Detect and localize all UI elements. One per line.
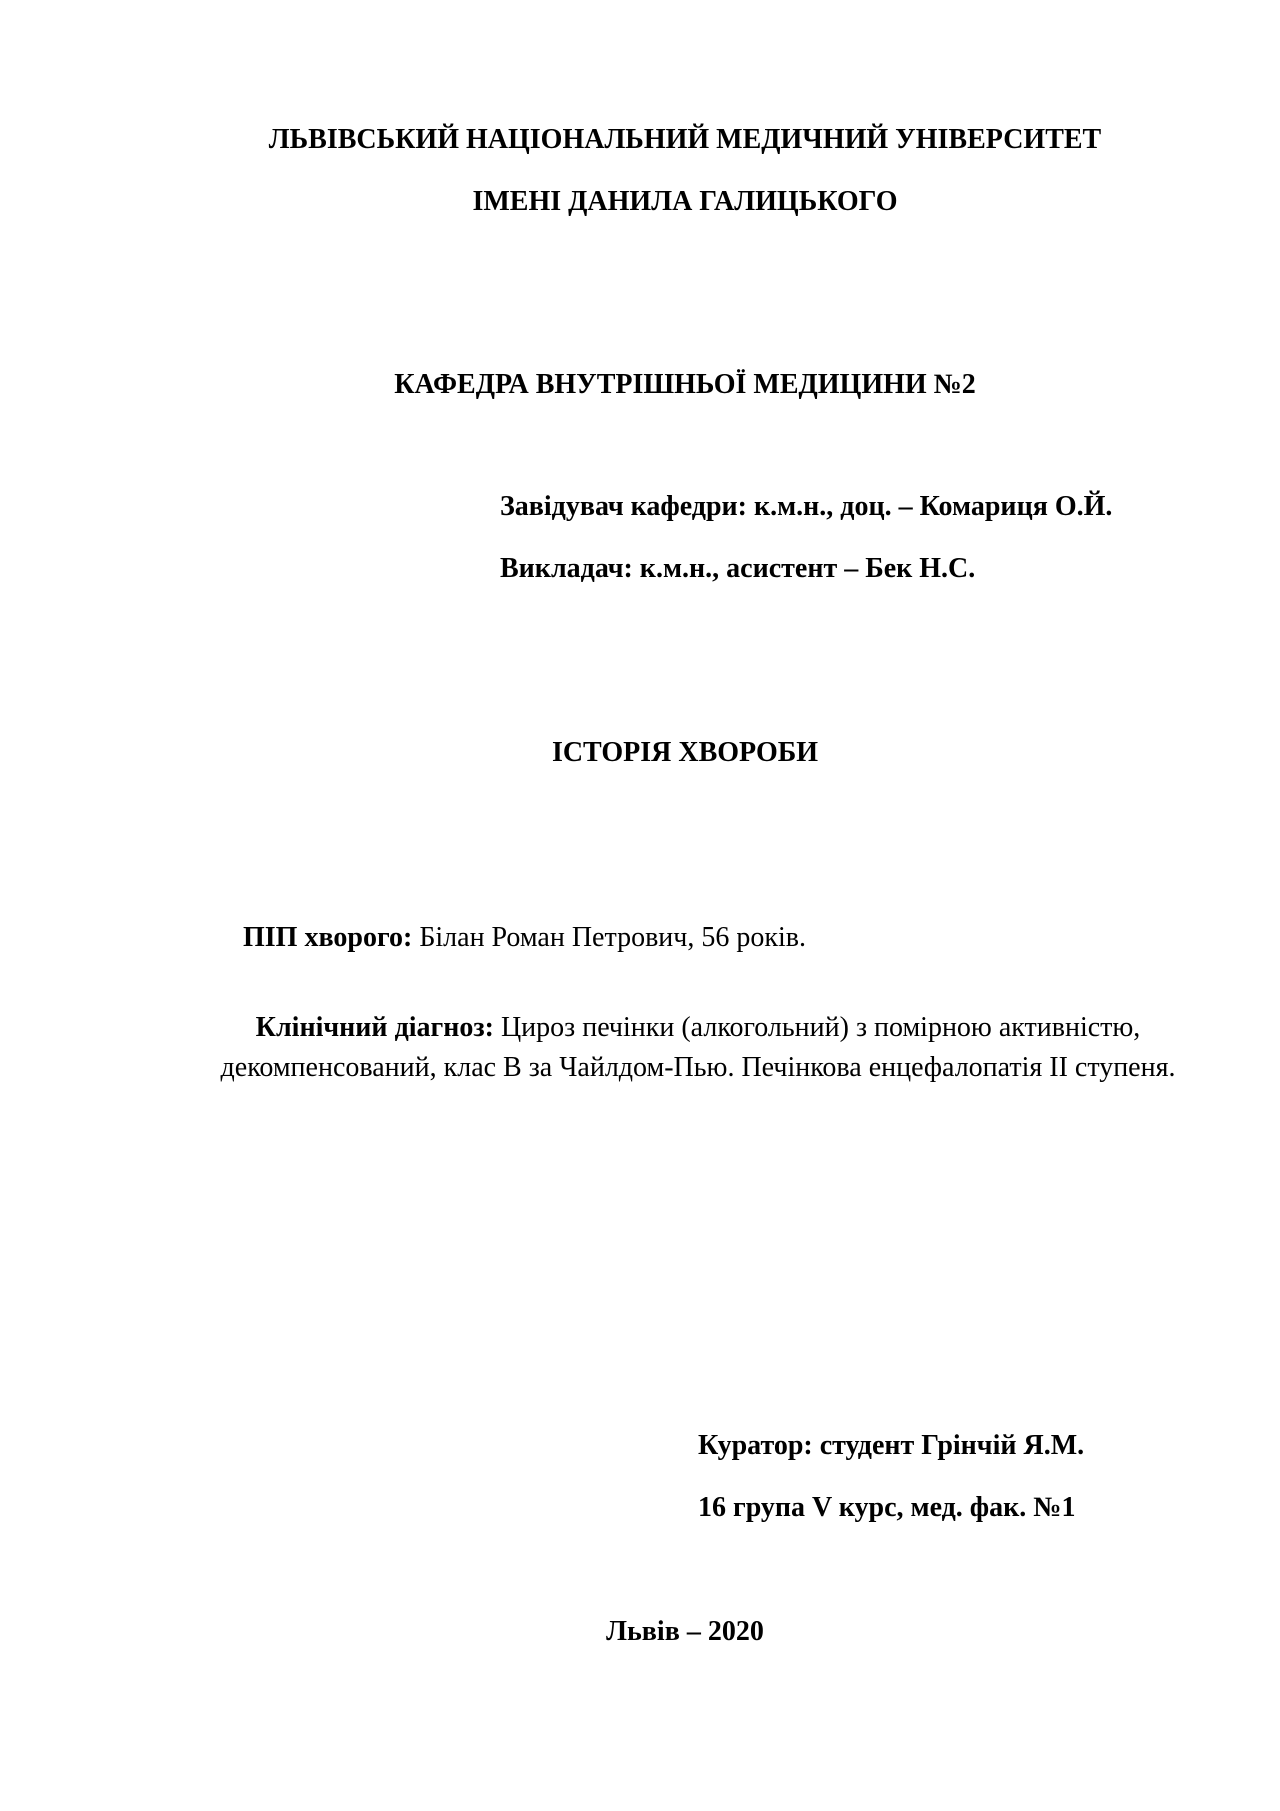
clinical-diagnosis [218,1008,1178,1088]
university-name-line-1: ЛЬВІВСЬКИЙ НАЦІОНАЛЬНИЙ МЕДИЧНИЙ УНІВЕРСИТЕТ [268,124,1102,155]
teacher: Викладач: к.м.н., асистент – Бек Н.С. [500,553,976,584]
diagnosis-value: Цироз печінки (алкогольний) з помірною активністю, декомпенсований, клас В за Чайлдом-Пью. Печінкова енцефалопатія II ступеня. [220,1012,1176,1083]
head-of-department: Завідувач кафедри: к.м.н., доц. – Комариця О.Й. [500,491,1113,522]
department-name: КАФЕДРА ВНУТРІШНЬОЇ МЕДИЦИНИ №2 [394,369,976,400]
patient-name-value: Білан Роман Петрович, 56 років. [412,922,806,953]
city-year: Львів – 2020 [606,1616,764,1647]
diagnosis-label: Клінічний діагноз: [255,1012,494,1043]
patient-name-label: ПІП хворого: [243,922,413,953]
university-name-line-2: ІМЕНІ ДАНИЛА ГАЛИЦЬКОГО [472,186,898,217]
patient-name-line [243,918,806,958]
document-title: ІСТОРІЯ ХВОРОБИ [551,737,819,768]
curator-line: Куратор: студент Грінчій Я.М. [698,1430,1085,1461]
group-line: 16 група V курс, мед. фак. №1 [698,1492,1076,1523]
